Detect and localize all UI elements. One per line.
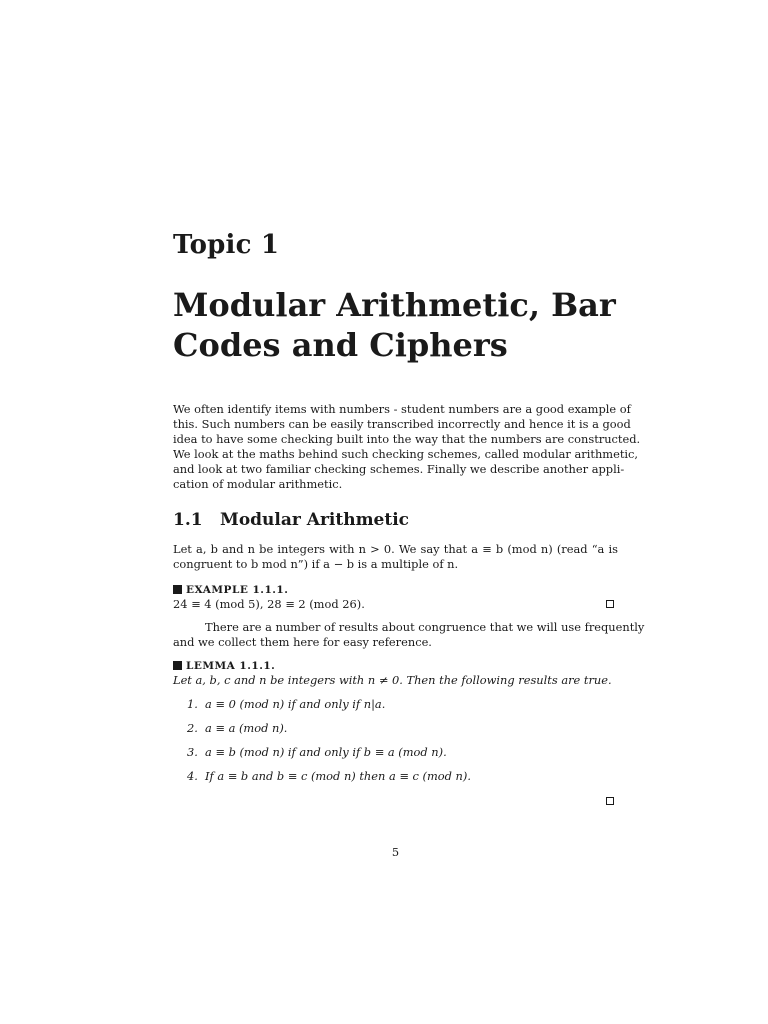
chapter-title-line: Codes and Ciphers <box>173 326 508 364</box>
list-item <box>187 697 471 721</box>
book-page <box>173 0 645 1024</box>
topic-label: Topic 1 <box>173 230 280 260</box>
example-body: 24 ≡ 4 (mod 5), 28 ≡ 2 (mod 26). <box>173 597 365 611</box>
intro-paragraph <box>173 402 641 492</box>
example-heading <box>173 584 288 597</box>
list-item-text: a ≡ a (mod n). <box>205 721 288 735</box>
list-item <box>187 769 471 793</box>
lemma-heading <box>173 660 275 673</box>
list-item-number: 1. <box>187 697 198 711</box>
qed-square-icon <box>606 600 614 608</box>
definition-paragraph <box>173 542 618 572</box>
definition-line: congruent to b mod n”) if a − b is a multiple of n. <box>173 557 459 571</box>
intro-line: We look at the maths behind such checking schemes, called modular arithmetic, <box>173 447 639 461</box>
intro-line: this. Such numbers can be easily transcribed incorrectly and hence it is a good <box>173 417 631 431</box>
list-item-text: If a ≡ b and b ≡ c (mod n) then a ≡ c (mod n). <box>205 769 471 783</box>
lemma-statement: Let a, b, c and n be integers with n ≠ 0. Then the following results are true. <box>173 673 612 687</box>
chapter-title-line: Modular Arithmetic, Bar <box>173 286 616 324</box>
list-item-number: 2. <box>187 721 198 735</box>
list-item-number: 3. <box>187 745 198 759</box>
example-label: EXAMPLE 1.1.1. <box>186 584 289 596</box>
intro-line: and look at two familiar checking schemes. Finally we describe another appli- <box>173 462 625 476</box>
chapter-title <box>173 285 618 365</box>
page-number: 5 <box>391 845 400 859</box>
results-line: There are a number of results about congruence that we will use frequently <box>205 620 645 634</box>
definition-line: Let a, b and n be integers with n > 0. We say that a ≡ b (mod n) (read “a is <box>173 542 618 556</box>
results-line: and we collect them here for easy reference. <box>173 635 432 649</box>
list-item-number: 4. <box>187 769 198 783</box>
section-heading <box>173 510 409 530</box>
lemma-label: LEMMA 1.1.1. <box>186 660 276 672</box>
list-item-text: a ≡ b (mod n) if and only if b ≡ a (mod n). <box>205 745 447 759</box>
black-square-icon <box>173 585 182 594</box>
section-number: 1.1 <box>173 510 203 530</box>
intro-line: We often identify items with numbers - student numbers are a good example of <box>173 402 631 416</box>
results-paragraph <box>173 620 645 650</box>
section-title: Modular Arithmetic <box>220 510 410 530</box>
black-square-icon <box>173 661 182 670</box>
list-item <box>187 721 471 745</box>
intro-line: idea to have some checking built into the way that the numbers are constructed. <box>173 432 641 446</box>
list-item <box>187 745 471 769</box>
intro-line: cation of modular arithmetic. <box>173 477 343 491</box>
lemma-items <box>187 697 471 793</box>
qed-square-icon <box>606 797 614 805</box>
list-item-text: a ≡ 0 (mod n) if and only if n|a. <box>205 697 386 711</box>
